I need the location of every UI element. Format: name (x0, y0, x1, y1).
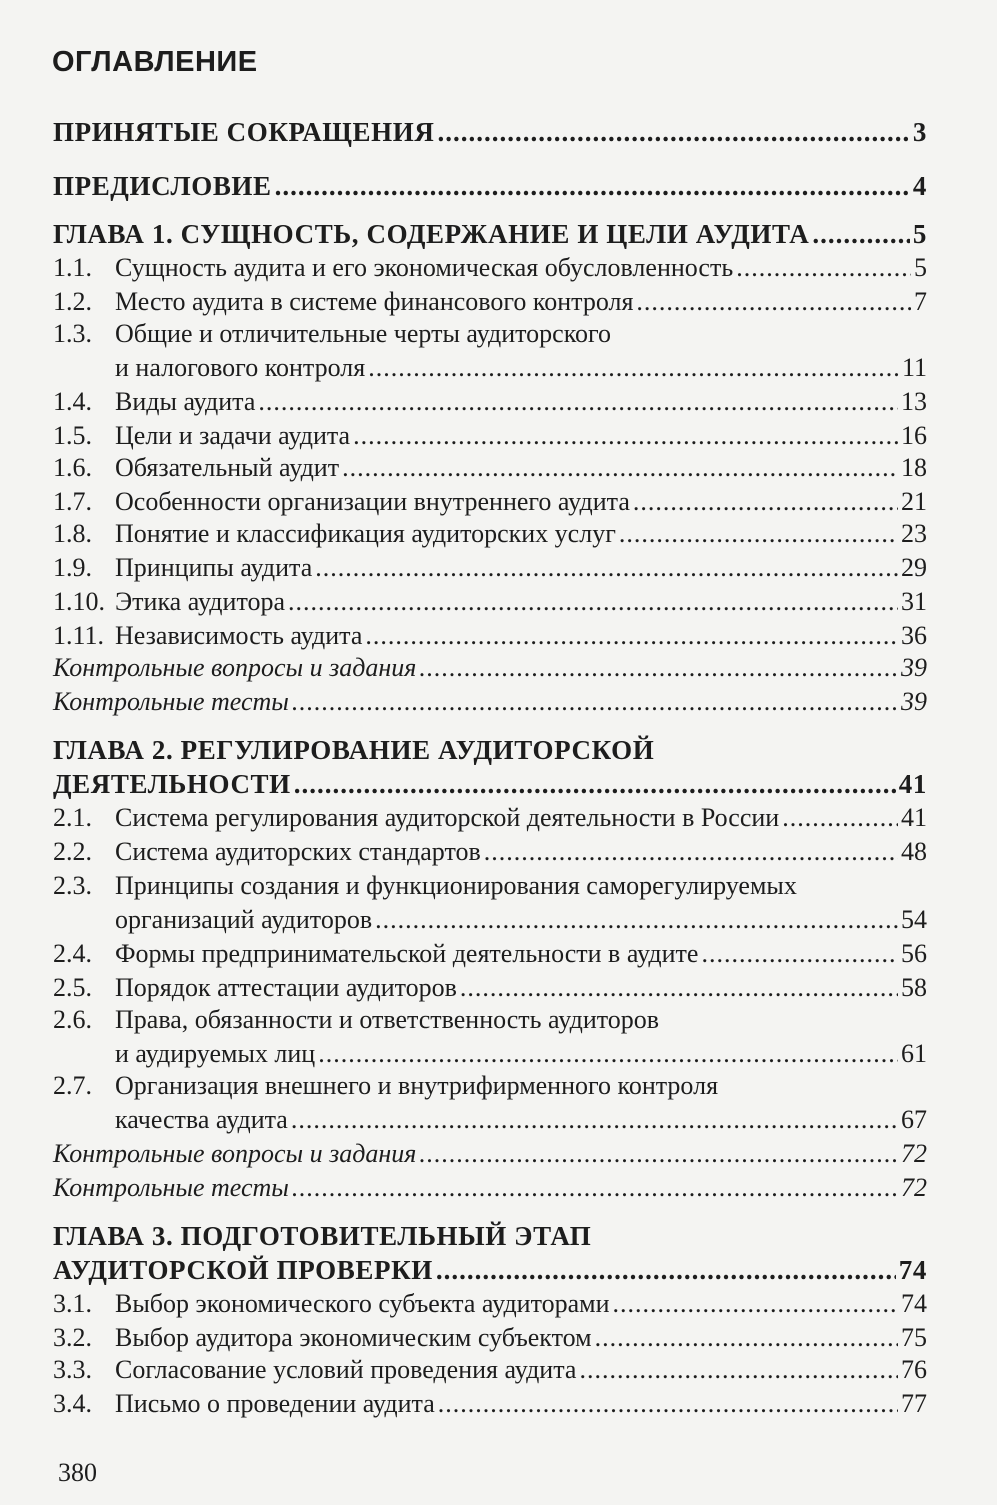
toc-dot-leader (275, 170, 910, 202)
toc-entry-number: 2.3. (53, 871, 92, 900)
toc-entry-page: 74 (901, 1289, 927, 1318)
toc-dot-leader (701, 938, 898, 970)
toc-entry-page: 48 (901, 837, 927, 866)
toc-entry-title: Цели и задачи аудита (115, 421, 351, 450)
toc-entry-number: 2.1. (53, 803, 92, 832)
toc-entry-page: 36 (901, 621, 927, 650)
toc-dot-leader (292, 1172, 898, 1204)
toc-entry-title: Сущность аудита и его экономическая обусловленность (115, 253, 734, 282)
toc-entry-title: Письмо о проведении аудита (115, 1389, 435, 1418)
toc-entry-number: 2.6. (53, 1005, 92, 1034)
toc-entry (53, 586, 927, 618)
toc-dot-leader (782, 802, 898, 834)
toc-entry-title: Виды аудита (115, 387, 256, 416)
toc-entry-title: Формы предпринимательской деятельности в аудите (115, 939, 699, 968)
toc-entry-title: организаций аудиторов (115, 905, 373, 934)
toc-entry-title: Общие и отличительные черты аудиторского (115, 319, 612, 348)
toc-entry-title: ДЕЯТЕЛЬНОСТИ (53, 769, 291, 799)
toc-entry-title: и аудируемых лиц (115, 1039, 316, 1068)
toc-entry-title: ГЛАВА 3. ПОДГОТОВИТЕЛЬНЫЙ ЭТАП (53, 1221, 592, 1251)
toc-entry-page: 29 (901, 553, 927, 582)
toc-dot-leader (460, 972, 898, 1004)
toc-entry-page: 39 (901, 653, 927, 682)
toc-entry (53, 1254, 927, 1286)
toc-dot-leader (438, 1388, 898, 1420)
toc-entry-title: Система аудиторских стандартов (115, 837, 481, 866)
toc-entry-number: 2.5. (53, 973, 92, 1002)
toc-entry-title: Особенности организации внутреннего аудита (115, 487, 630, 516)
toc-dot-leader (342, 452, 898, 484)
toc-dot-leader (619, 518, 898, 550)
toc-entry-page: 72 (901, 1173, 927, 1202)
toc-entry-number: 1.3. (53, 319, 92, 348)
toc-entry-page: 18 (901, 453, 927, 482)
toc-dot-leader (419, 652, 898, 684)
toc-entry (53, 1070, 927, 1102)
toc-entry (53, 116, 927, 148)
toc-entry-number: 1.1. (53, 253, 92, 282)
toc-entry (53, 518, 927, 550)
toc-entry (53, 1004, 927, 1036)
toc-entry-title: Организация внешнего и внутрифирменного контроля (115, 1071, 719, 1100)
toc-dot-leader (353, 420, 898, 452)
toc-entry-page: 11 (901, 353, 927, 382)
toc-entry-title: Этика аудитора (115, 587, 286, 616)
toc-entry (53, 218, 927, 250)
toc-entry-title: Порядок аттестации аудиторов (115, 973, 457, 1002)
toc-entry (53, 1288, 927, 1320)
toc-entry-title: Выбор аудитора экономическим субъектом (115, 1323, 592, 1352)
toc-entry-page: 31 (901, 587, 927, 616)
toc-entry-page: 72 (901, 1139, 927, 1168)
toc-entry-page: 54 (901, 905, 927, 934)
toc-entry (53, 420, 927, 452)
toc-dot-leader (595, 1322, 898, 1354)
toc-entry-title: Контрольные вопросы и задания (53, 1139, 417, 1168)
toc-entry (53, 252, 927, 284)
toc-entry-number: 1.5. (53, 421, 92, 450)
toc-entry-page: 75 (901, 1323, 927, 1352)
toc-entry-title: ПРИНЯТЫЕ СОКРАЩЕНИЯ (53, 117, 435, 147)
toc-entry (53, 652, 927, 684)
toc-entry (53, 486, 927, 518)
toc-entry-number: 1.7. (53, 487, 92, 516)
toc-dot-leader (579, 1354, 898, 1386)
toc-entry-page: 41 (898, 769, 927, 799)
toc-entry-title: АУДИТОРСКОЙ ПРОВЕРКИ (53, 1255, 433, 1285)
toc-entry-number: 1.9. (53, 553, 92, 582)
toc-entry-page: 16 (901, 421, 927, 450)
toc-entry-page: 5 (914, 253, 927, 282)
toc-entry (53, 1172, 927, 1204)
toc-entry-number: 1.2. (53, 287, 92, 316)
toc-entry (53, 1220, 927, 1252)
toc-entry (53, 1138, 927, 1170)
toc-entry-page: 56 (901, 939, 927, 968)
toc-entry-number: 3.2. (53, 1323, 92, 1352)
toc-entry-title: Понятие и классификация аудиторских услуг (115, 519, 616, 548)
toc-entry-number: 2.7. (53, 1071, 92, 1100)
toc-entry-number: 3.1. (53, 1289, 92, 1318)
toc-entry-page: 74 (898, 1255, 927, 1285)
toc-entry (53, 386, 927, 418)
toc-entry (53, 870, 927, 902)
toc-entry-number: 3.4. (53, 1389, 92, 1418)
toc-entry-title: ГЛАВА 1. СУЩНОСТЬ, СОДЕРЖАНИЕ И ЦЕЛИ АУДИТА (53, 219, 810, 249)
toc-entry-page: 58 (901, 973, 927, 1002)
toc-entry (53, 620, 927, 652)
toc-entry-title: Принципы аудита (115, 553, 313, 582)
toc-entry (53, 552, 927, 584)
toc-entry-page: 67 (901, 1105, 927, 1134)
toc-dot-leader (633, 486, 898, 518)
toc-entry-title: Права, обязанности и ответственность аудиторов (115, 1005, 660, 1034)
toc-dot-leader (484, 836, 898, 868)
toc-entry-page: 76 (901, 1355, 927, 1384)
toc-entry (53, 352, 927, 384)
toc-dot-leader (318, 1038, 898, 1070)
toc-entry-number: 1.8. (53, 519, 92, 548)
toc-entry-page: 77 (901, 1389, 927, 1418)
toc-dot-leader (294, 768, 896, 800)
toc-entry (53, 1388, 927, 1420)
toc-dot-leader (365, 620, 898, 652)
toc-entry-page: 41 (901, 803, 927, 832)
toc-entry (53, 1322, 927, 1354)
toc-entry-title: Выбор экономического субъекта аудиторами (115, 1289, 610, 1318)
toc-entry (53, 802, 927, 834)
toc-entry (53, 836, 927, 868)
toc-entry-title: Независимость аудита (115, 621, 363, 650)
toc-entry-title: ПРЕДИСЛОВИЕ (53, 171, 272, 201)
toc-entry-page: 61 (901, 1039, 927, 1068)
toc-entry-page: 7 (914, 287, 927, 316)
toc-entry (53, 1354, 927, 1386)
toc-dot-leader (375, 904, 898, 936)
toc-dot-leader (437, 116, 909, 148)
toc-entry-title: Контрольные тесты (53, 1173, 289, 1202)
toc-entry-title: Контрольные вопросы и задания (53, 653, 417, 682)
toc-dot-leader (613, 1288, 898, 1320)
toc-entry-number: 2.4. (53, 939, 92, 968)
toc-dot-leader (292, 686, 898, 718)
toc-entry-page: 5 (912, 219, 927, 249)
toc-entry-number: 1.11. (53, 621, 105, 650)
toc-entry (53, 938, 927, 970)
toc-entry-page: 39 (901, 687, 927, 716)
toc-entry-page: 3 (912, 117, 927, 147)
toc-entry-number: 2.2. (53, 837, 92, 866)
toc-entry-title: Принципы создания и функционирования саморегулируемых (115, 871, 797, 900)
page-number: 380 (58, 1458, 97, 1487)
toc-entry-number: 1.10. (53, 587, 105, 616)
toc-entry-title: Контрольные тесты (53, 687, 289, 716)
toc-dot-leader (419, 1138, 898, 1170)
toc-entry-page: 23 (901, 519, 927, 548)
toc-entry-number: 1.4. (53, 387, 92, 416)
toc-entry-title: Система регулирования аудиторской деятельности в России (115, 803, 780, 832)
toc-entry-title: и налогового контроля (115, 353, 366, 382)
toc-entry (53, 904, 927, 936)
toc-entry-title: качества аудита (115, 1105, 288, 1134)
page-title: ОГЛАВЛЕНИЕ (52, 46, 258, 78)
toc-dot-leader (436, 1254, 896, 1286)
toc-entry (53, 972, 927, 1004)
toc-entry-page: 21 (901, 487, 927, 516)
toc-dot-leader (258, 386, 898, 418)
toc-entry (53, 318, 927, 350)
toc-dot-leader (368, 352, 899, 384)
toc-dot-leader (291, 1104, 898, 1136)
toc-entry (53, 734, 927, 766)
toc-entry (53, 1038, 927, 1070)
toc-entry (53, 170, 927, 202)
toc-entry-title: Обязательный аудит (115, 453, 340, 482)
toc-dot-leader (288, 586, 898, 618)
toc-dot-leader (812, 218, 910, 250)
toc-entry (53, 768, 927, 800)
toc-entry-title: ГЛАВА 2. РЕГУЛИРОВАНИЕ АУДИТОРСКОЙ (53, 735, 655, 765)
toc-entry (53, 286, 927, 318)
toc-entry (53, 452, 927, 484)
toc-entry-title: Место аудита в системе финансового контроля (115, 287, 634, 316)
toc-entry-title: Согласование условий проведения аудита (115, 1355, 577, 1384)
toc-entry-number: 3.3. (53, 1355, 92, 1384)
toc-dot-leader (736, 252, 911, 284)
toc-dot-leader (636, 286, 911, 318)
toc-entry (53, 1104, 927, 1136)
toc-entry-page: 13 (901, 387, 927, 416)
toc-entry (53, 686, 927, 718)
toc-entry-page: 4 (912, 171, 927, 201)
toc-dot-leader (315, 552, 898, 584)
toc-entry-number: 1.6. (53, 453, 92, 482)
